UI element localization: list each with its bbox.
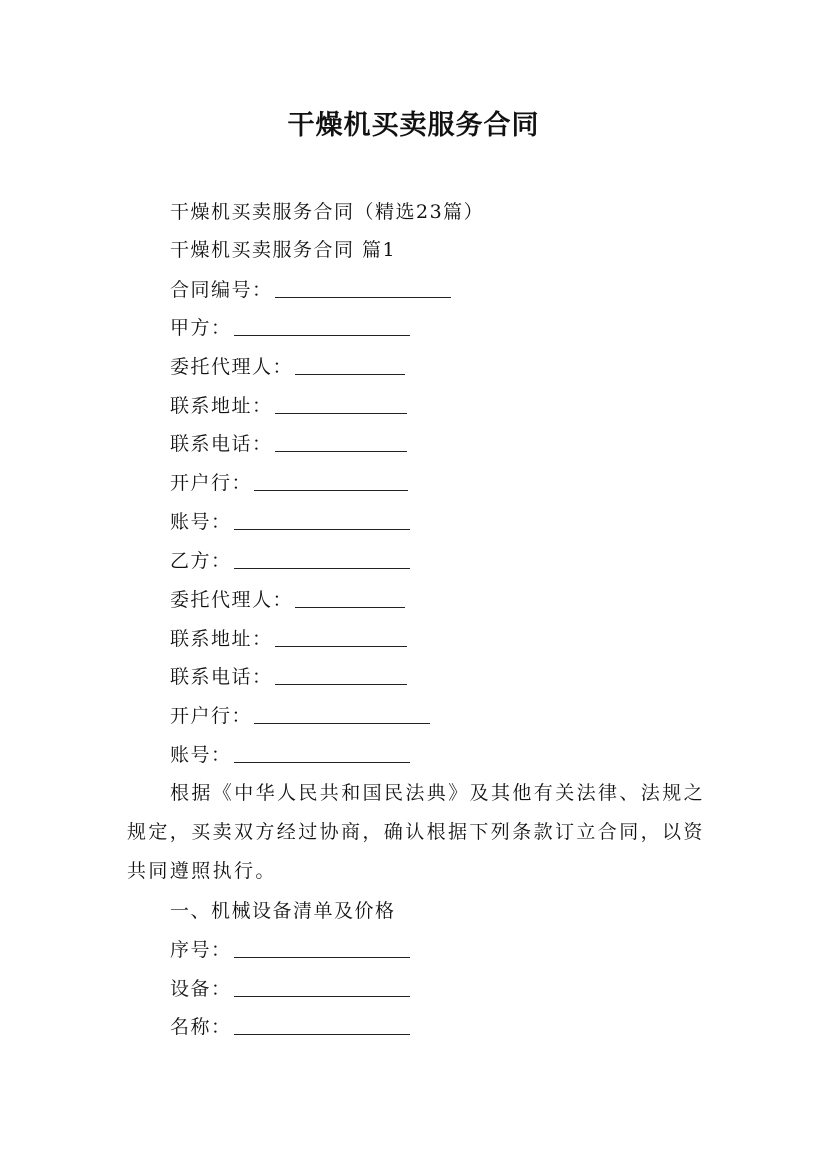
field-equipment <box>170 977 410 1001</box>
field-party-b-phone <box>170 665 407 689</box>
field-party-b-account <box>170 743 410 767</box>
field-party-b-bank <box>170 704 430 728</box>
field-contract-number <box>170 278 451 302</box>
field-party-b-address <box>170 627 407 651</box>
body-paragraph <box>127 774 717 891</box>
field-label: 名称： <box>170 1016 232 1038</box>
field-label: 合同编号： <box>170 279 273 301</box>
field-label: 开户行： <box>170 705 253 727</box>
field-label: 序号： <box>170 939 232 961</box>
blank-line <box>275 395 407 414</box>
paragraph-text: 根据《中华人民共和国民法典》及其他有关法律、法规之规定，买卖双方经过协商，确认根据下列条款订立合同，以资共同遵照执行。 <box>127 782 706 882</box>
field-party-a-bank <box>170 471 408 495</box>
section-one-heading: 一、机械设备清单及价格 <box>170 900 396 922</box>
field-label: 账号： <box>170 511 232 533</box>
field-label: 乙方： <box>170 550 232 572</box>
blank-line <box>234 1016 410 1035</box>
field-party-a <box>170 316 410 340</box>
field-label: 设备： <box>170 978 232 1000</box>
field-label: 甲方： <box>170 317 232 339</box>
blank-line <box>254 705 430 724</box>
blank-line <box>275 666 407 685</box>
blank-line <box>234 550 410 569</box>
field-party-b <box>170 549 410 573</box>
field-party-a-account <box>170 510 410 534</box>
blank-line <box>254 472 408 491</box>
field-label: 联系地址： <box>170 395 273 417</box>
field-label: 联系电话： <box>170 433 273 455</box>
field-serial-number <box>170 938 410 962</box>
field-label: 开户行： <box>170 472 253 494</box>
intro-line: 干燥机买卖服务合同（精选23篇） <box>170 201 485 223</box>
section-header: 干燥机买卖服务合同 篇1 <box>170 239 397 261</box>
blank-line <box>295 356 405 375</box>
document-title: 干燥机买卖服务合同 <box>287 110 540 141</box>
blank-line <box>234 744 410 763</box>
field-party-a-agent <box>170 355 405 379</box>
field-label: 委托代理人： <box>170 356 294 378</box>
blank-line <box>275 279 451 298</box>
blank-line <box>234 939 410 958</box>
field-party-a-address <box>170 394 407 418</box>
blank-line <box>234 511 410 530</box>
blank-line <box>234 978 410 997</box>
field-label: 委托代理人： <box>170 589 294 611</box>
blank-line <box>295 589 405 608</box>
field-party-a-phone <box>170 432 407 456</box>
blank-line <box>275 628 407 647</box>
blank-line <box>234 317 410 336</box>
field-party-b-agent <box>170 588 405 612</box>
field-label: 联系电话： <box>170 666 273 688</box>
field-label: 账号： <box>170 744 232 766</box>
blank-line <box>275 433 407 452</box>
field-name <box>170 1015 410 1039</box>
field-label: 联系地址： <box>170 628 273 650</box>
